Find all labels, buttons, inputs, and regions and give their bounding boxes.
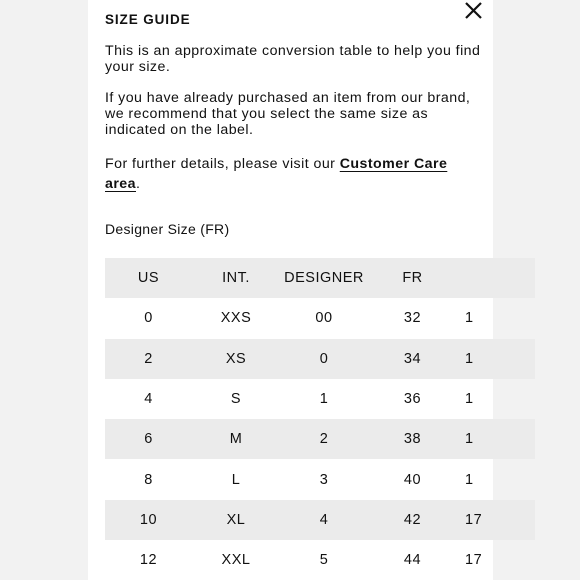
cell-us: 0 — [144, 310, 153, 327]
cell-fr: 40 — [403, 471, 422, 488]
cell-int: XXS — [220, 310, 252, 327]
table-row — [105, 298, 535, 338]
cell-extra: 1 — [465, 310, 474, 327]
table-row — [105, 459, 535, 499]
cell-extra: 1 — [457, 339, 535, 379]
intro-text: This is an approximate conversion table to help you find your size. — [105, 43, 481, 75]
cell-designer: 1 — [319, 391, 329, 408]
cell-designer: 0 — [280, 339, 368, 379]
cell-fr: 38 — [368, 419, 457, 459]
size-table-scroll[interactable] — [105, 258, 483, 580]
details-prefix: For further details, please visit our — [105, 156, 340, 172]
header-us: US — [105, 258, 192, 298]
cell-int: XXL — [221, 552, 251, 569]
table-row — [105, 379, 535, 419]
close-icon[interactable] — [462, 0, 484, 22]
header-fr: FR — [368, 258, 457, 298]
table-row — [105, 339, 535, 379]
cell-fr: 32 — [403, 310, 422, 327]
table-header-row — [105, 258, 535, 298]
advice-text: If you have already purchased an item from our brand, we recommend that you select the same size as indicated on the label. — [105, 90, 471, 138]
cell-us: 12 — [139, 552, 158, 569]
cell-us: 10 — [105, 500, 192, 540]
cell-designer: 2 — [280, 419, 368, 459]
cell-extra: 17 — [465, 552, 483, 569]
cell-designer: 4 — [280, 500, 368, 540]
cell-designer: 3 — [319, 471, 329, 488]
section-label: Designer Size (FR) — [105, 221, 230, 237]
header-designer: DESIGNER — [280, 258, 368, 298]
cell-int: L — [231, 471, 241, 488]
cell-int: M — [192, 419, 280, 459]
cell-int: XS — [192, 339, 280, 379]
details-text — [105, 154, 485, 194]
cell-fr: 44 — [403, 552, 422, 569]
cell-fr: 36 — [403, 391, 422, 408]
cell-extra: 17 — [457, 500, 535, 540]
cell-us: 4 — [144, 391, 153, 408]
size-guide-modal — [88, 0, 493, 580]
details-suffix: . — [136, 176, 141, 192]
cell-extra: 1 — [465, 391, 474, 408]
customer-care-link[interactable]: Customer Care area — [105, 156, 448, 192]
table-row — [105, 419, 535, 459]
cell-extra: 1 — [465, 471, 474, 488]
cell-us: 2 — [105, 339, 192, 379]
cell-int: XL — [192, 500, 280, 540]
cell-fr: 42 — [368, 500, 457, 540]
table-row — [105, 500, 535, 540]
table-row — [105, 540, 535, 580]
cell-us: 6 — [105, 419, 192, 459]
size-table — [105, 258, 535, 580]
modal-title: SIZE GUIDE — [105, 12, 191, 27]
header-extra — [457, 258, 535, 298]
cell-designer: 5 — [319, 552, 329, 569]
header-int: INT. — [192, 258, 280, 298]
cell-us: 8 — [144, 471, 153, 488]
cell-designer: 00 — [315, 310, 333, 327]
cell-int: S — [230, 391, 242, 408]
cell-fr: 34 — [368, 339, 457, 379]
cell-extra: 1 — [457, 419, 535, 459]
